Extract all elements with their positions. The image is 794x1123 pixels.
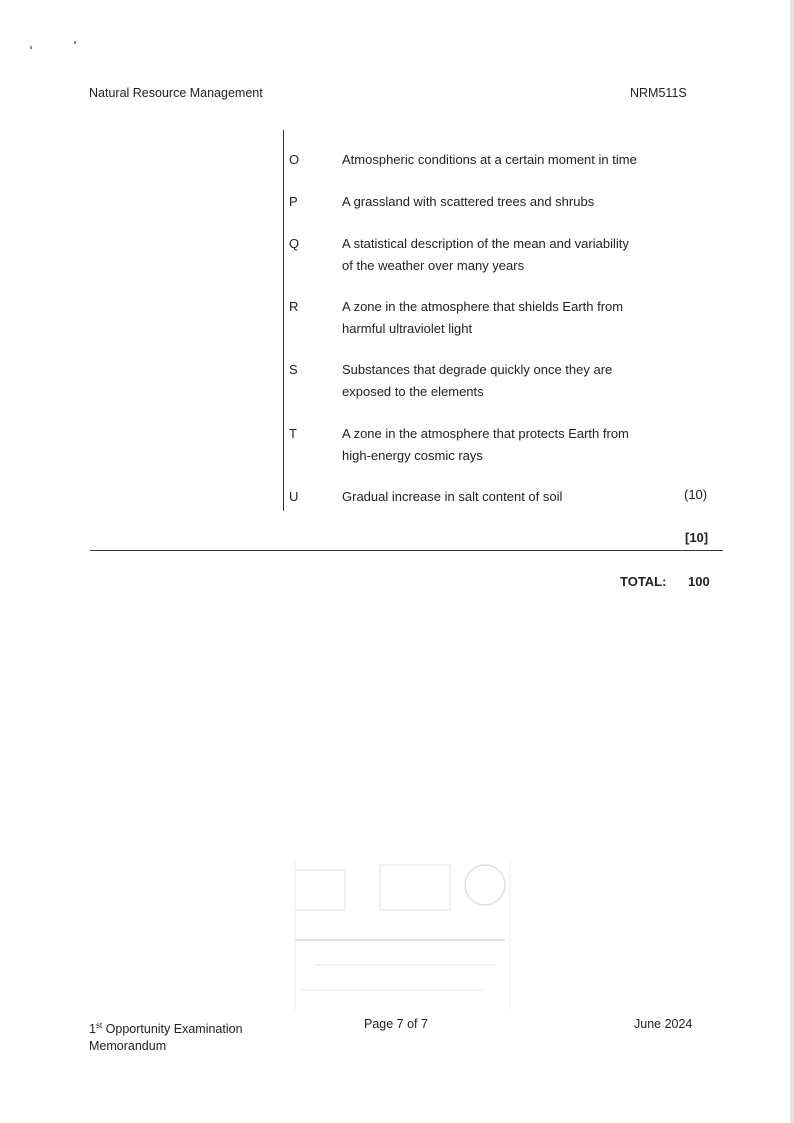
scan-speck — [30, 46, 32, 49]
total-value: 100 — [688, 574, 710, 589]
header-code: NRM511S — [630, 86, 687, 100]
answer-description: A grassland with scattered trees and shrubs — [342, 194, 595, 209]
answer-letter: R — [289, 299, 299, 314]
answer-letter: U — [289, 489, 299, 504]
answer-description: A statistical description of the mean and variability of the weather over many years — [342, 236, 629, 273]
answer-description: A zone in the atmosphere that protects Earth from high-energy cosmic rays — [342, 426, 629, 463]
scan-speck — [74, 41, 76, 44]
page-edge — [790, 0, 794, 1123]
answer-letter: S — [289, 362, 298, 377]
answer-letter: Q — [289, 236, 300, 251]
footer-page-number: Page 7 of 7 — [364, 1017, 428, 1031]
answer-description: Gradual increase in salt content of soil — [342, 489, 563, 504]
column-divider — [283, 130, 284, 511]
faded-stamp-icon — [285, 860, 520, 1010]
answer-letter: P — [289, 194, 298, 209]
answer-description: A zone in the atmosphere that shields Earth from harmful ultraviolet light — [342, 299, 624, 336]
horizontal-rule — [90, 550, 723, 551]
answer-description: Atmospheric conditions at a certain moment in time — [342, 152, 637, 167]
footer-exam-label: 1st Opportunity Examination Memorandum — [89, 1021, 243, 1054]
answer-letter: T — [289, 426, 297, 441]
question-marks: (10) — [684, 487, 708, 502]
answer-letter: O — [289, 152, 300, 167]
header-course: Natural Resource Management — [89, 86, 263, 100]
answer-description: Substances that degrade quickly once they are exposed to the elements — [342, 362, 613, 399]
footer-date: June 2024 — [634, 1017, 693, 1031]
section-total: [10] — [685, 530, 709, 545]
total-label: TOTAL: — [620, 574, 667, 589]
